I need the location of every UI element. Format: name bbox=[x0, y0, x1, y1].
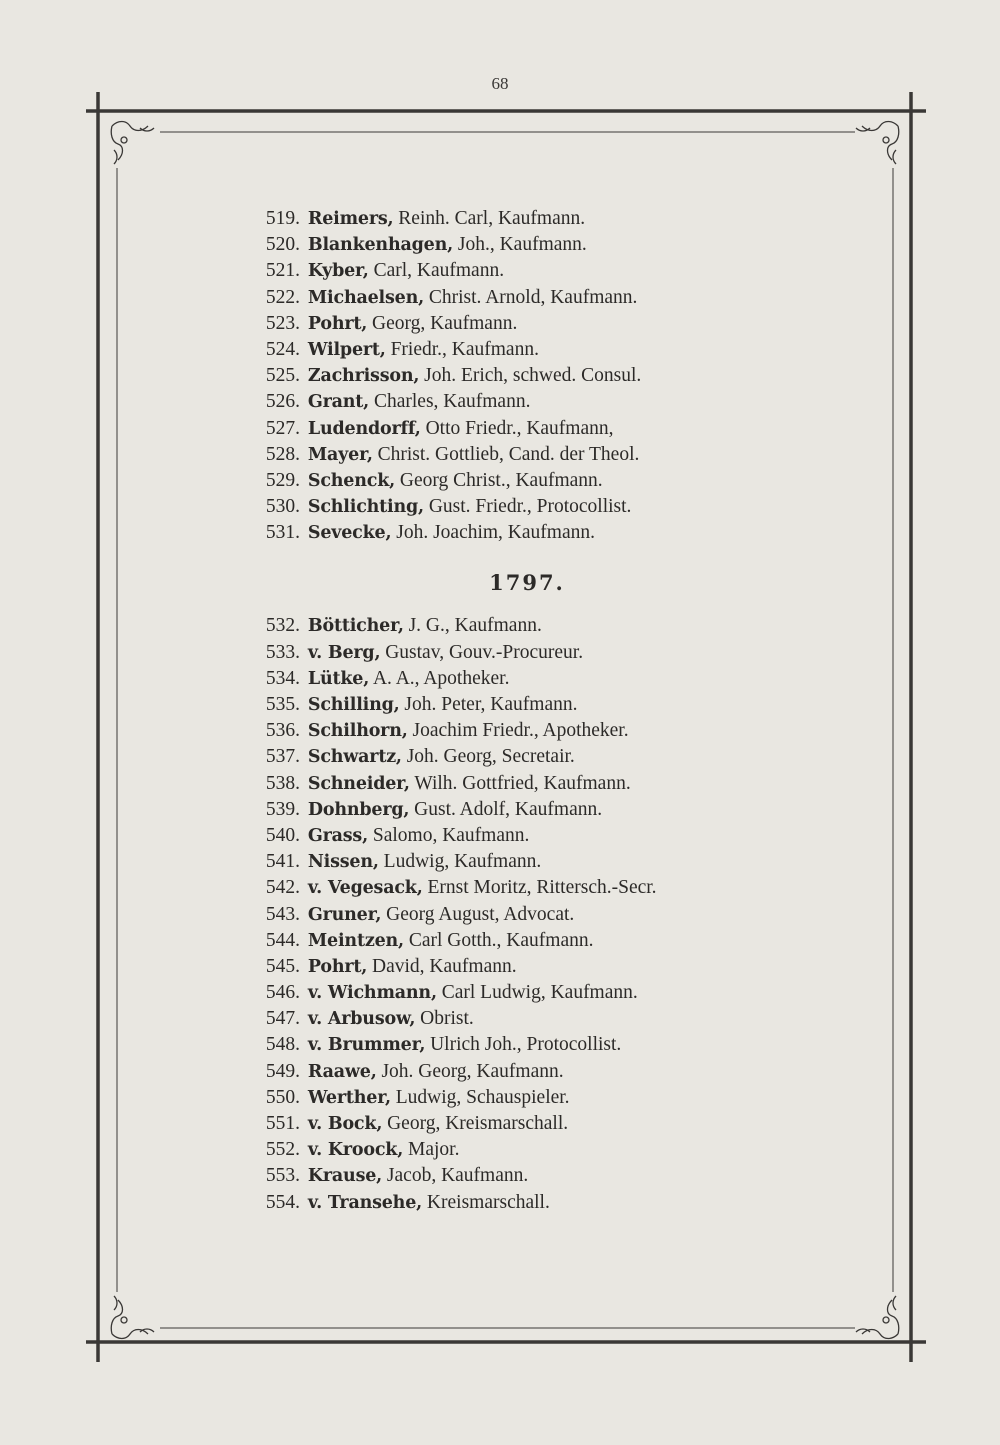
entry-name: Meintzen, bbox=[307, 930, 404, 951]
entry-name: v. Arbusow, bbox=[307, 1009, 416, 1030]
list-item bbox=[232, 954, 792, 980]
entry-number: 529. bbox=[265, 469, 300, 491]
entry-number: 538. bbox=[265, 772, 300, 794]
list-item bbox=[232, 337, 792, 363]
entry-details: Joh. Georg, Secretair. bbox=[406, 746, 575, 768]
entry-number: 526. bbox=[265, 391, 300, 413]
list-item bbox=[232, 206, 792, 232]
list-item bbox=[232, 928, 792, 954]
list-item bbox=[232, 823, 792, 849]
entry-name: Schilhorn, bbox=[307, 721, 408, 742]
entry-details: Georg, Kreismarschall. bbox=[387, 1113, 569, 1134]
entry-number: 525. bbox=[265, 365, 300, 387]
list-item bbox=[232, 311, 792, 337]
entry-details: Friedr., Kaufmann. bbox=[390, 338, 539, 360]
entry-details: Kreismarschall. bbox=[426, 1191, 550, 1213]
entry-number: 537. bbox=[265, 746, 300, 768]
list-item bbox=[232, 389, 792, 415]
list-item bbox=[232, 258, 792, 284]
entry-number: 534. bbox=[265, 667, 300, 689]
entry-name: Schlichting, bbox=[307, 497, 424, 518]
entry-details: Wilh. Gottfried, Kaufmann. bbox=[414, 772, 631, 794]
entry-number: 521. bbox=[265, 260, 300, 282]
entry-name: Pohrt, bbox=[307, 313, 368, 334]
entry-number: 528. bbox=[265, 443, 300, 465]
list-item bbox=[232, 1059, 792, 1085]
entry-number: 548. bbox=[265, 1034, 300, 1056]
entry-details: Obrist. bbox=[420, 1008, 474, 1030]
entry-name: Raawe, bbox=[307, 1061, 377, 1082]
entry-name: v. Berg, bbox=[307, 642, 381, 663]
entry-name: Bötticher, bbox=[307, 616, 404, 637]
entry-details: Charles, Kaufmann. bbox=[373, 391, 531, 413]
entry-details: Jacob, Kaufmann. bbox=[386, 1165, 529, 1187]
entry-details: Reinh. Carl, Kaufmann. bbox=[398, 208, 586, 229]
entry-name: Grant, bbox=[307, 392, 370, 413]
entry-number: 542. bbox=[265, 877, 300, 899]
entry-number: 527. bbox=[265, 417, 300, 439]
list-item bbox=[232, 692, 792, 718]
entry-name: Gruner, bbox=[307, 904, 382, 925]
entry-details: Ernst Moritz, Rittersch.-Secr. bbox=[427, 877, 657, 899]
entry-name: Kyber, bbox=[307, 261, 369, 282]
entry-details: David, Kaufmann. bbox=[372, 955, 517, 977]
list-item bbox=[232, 494, 792, 520]
list-item bbox=[232, 797, 792, 823]
section-1 bbox=[232, 206, 792, 546]
entry-number: 540. bbox=[265, 824, 300, 846]
entry-details: Joh. Peter, Kaufmann. bbox=[404, 694, 578, 715]
entry-name: Zachrisson, bbox=[307, 366, 420, 387]
entry-name: Schwartz, bbox=[307, 747, 402, 768]
entry-number: 533. bbox=[265, 641, 300, 663]
list-item bbox=[232, 232, 792, 258]
entry-number: 522. bbox=[265, 286, 300, 308]
entry-details: Salomo, Kaufmann. bbox=[372, 824, 530, 846]
entry-number: 550. bbox=[265, 1086, 300, 1108]
entry-name: Nissen, bbox=[307, 852, 379, 873]
list-item bbox=[232, 468, 792, 494]
list-item bbox=[232, 849, 792, 875]
entry-details: Ludwig, Schauspieler. bbox=[395, 1086, 570, 1108]
list-item bbox=[232, 1190, 792, 1216]
corner-ornament-bottom-left bbox=[111, 1296, 154, 1339]
entry-name: Grass, bbox=[307, 825, 368, 846]
entry-details: Gust. Adolf, Kaufmann. bbox=[414, 798, 603, 820]
entry-name: Schenck, bbox=[307, 470, 396, 491]
list-item bbox=[232, 666, 792, 692]
list-item bbox=[232, 640, 792, 666]
entry-name: Krause, bbox=[307, 1166, 383, 1187]
entry-details: Joh., Kaufmann. bbox=[457, 234, 587, 256]
list-item bbox=[232, 613, 792, 639]
entry-details: Ulrich Joh., Protocollist. bbox=[430, 1034, 622, 1056]
entry-number: 535. bbox=[265, 694, 300, 715]
list-item bbox=[232, 718, 792, 744]
entry-name: Michaelsen, bbox=[307, 287, 424, 308]
list-item bbox=[232, 442, 792, 468]
entry-number: 552. bbox=[265, 1139, 300, 1161]
entry-name: v. Wichmann, bbox=[307, 983, 437, 1004]
entry-name: Reimers, bbox=[307, 209, 394, 229]
entry-details: Carl, Kaufmann. bbox=[373, 260, 505, 282]
entry-details: Georg August, Advocat. bbox=[386, 903, 575, 925]
entry-number: 520. bbox=[265, 234, 300, 256]
corner-ornament-top-left bbox=[111, 122, 154, 165]
list-item bbox=[232, 744, 792, 770]
entry-details: Gustav, Gouv.-Procureur. bbox=[385, 641, 584, 663]
entry-number: 546. bbox=[265, 982, 300, 1004]
page-number: 68 bbox=[491, 74, 509, 93]
year-heading: 1797. bbox=[489, 570, 565, 596]
entry-details: Christ. Arnold, Kaufmann. bbox=[428, 286, 638, 308]
entry-number: 544. bbox=[265, 929, 300, 951]
list-item bbox=[232, 1111, 792, 1137]
section-2 bbox=[232, 613, 792, 1215]
entry-number: 532. bbox=[265, 615, 300, 637]
list-item bbox=[232, 1032, 792, 1058]
list-item bbox=[232, 520, 792, 546]
entry-details: Joachim Friedr., Apotheker. bbox=[412, 720, 629, 742]
entry-number: 549. bbox=[265, 1060, 300, 1082]
entry-name: Werther, bbox=[307, 1087, 391, 1108]
entry-name: Ludendorff, bbox=[307, 418, 421, 439]
entry-number: 543. bbox=[265, 903, 300, 925]
list-item bbox=[232, 875, 792, 901]
entry-number: 530. bbox=[265, 496, 300, 518]
entry-name: Schneider, bbox=[307, 773, 410, 794]
entry-name: v. Bock, bbox=[307, 1114, 383, 1134]
entry-details: Joh. Georg, Kaufmann. bbox=[381, 1060, 564, 1082]
list-item bbox=[232, 1163, 792, 1189]
entry-details: Otto Friedr., Kaufmann, bbox=[425, 417, 614, 439]
entry-details: J. G., Kaufmann. bbox=[408, 615, 542, 637]
corner-ornament-bottom-right bbox=[856, 1296, 899, 1339]
entry-number: 554. bbox=[265, 1191, 300, 1213]
entry-details: Major. bbox=[408, 1139, 460, 1161]
entry-details: Gust. Friedr., Protocollist. bbox=[428, 496, 632, 518]
list-item bbox=[232, 980, 792, 1006]
list-item bbox=[232, 285, 792, 311]
entry-name: Schilling, bbox=[307, 695, 400, 715]
entry-name: Sevecke, bbox=[307, 523, 392, 544]
entry-details: Ludwig, Kaufmann. bbox=[383, 851, 542, 873]
entry-name: v. Kroock, bbox=[307, 1140, 404, 1161]
entry-number: 531. bbox=[265, 522, 300, 544]
entry-number: 553. bbox=[265, 1165, 300, 1187]
entry-details: Carl Gotth., Kaufmann. bbox=[408, 929, 594, 951]
entry-number: 519. bbox=[265, 208, 300, 229]
list-item bbox=[232, 1137, 792, 1163]
entry-number: 547. bbox=[265, 1008, 300, 1030]
corner-ornament-top-right bbox=[856, 122, 899, 165]
entry-name: Blankenhagen, bbox=[307, 235, 454, 256]
entry-details: Christ. Gottlieb, Cand. der Theol. bbox=[377, 443, 640, 465]
list-item bbox=[232, 1085, 792, 1111]
entry-number: 541. bbox=[265, 851, 300, 873]
entry-number: 551. bbox=[265, 1113, 300, 1134]
entry-name: Pohrt, bbox=[307, 956, 368, 977]
member-list bbox=[232, 206, 792, 1216]
entry-number: 545. bbox=[265, 955, 300, 977]
entry-name: v. Brummer, bbox=[307, 1035, 426, 1056]
list-item bbox=[232, 416, 792, 442]
list-item bbox=[232, 902, 792, 928]
entry-name: Wilpert, bbox=[307, 339, 386, 360]
entry-details: Georg, Kaufmann. bbox=[372, 312, 518, 334]
entry-number: 536. bbox=[265, 720, 300, 742]
entry-details: Joh. Joachim, Kaufmann. bbox=[396, 522, 595, 544]
list-item bbox=[232, 771, 792, 797]
entry-name: v. Transehe, bbox=[307, 1192, 423, 1213]
entry-details: Carl Ludwig, Kaufmann. bbox=[441, 982, 638, 1004]
entry-number: 523. bbox=[265, 312, 300, 334]
entry-number: 524. bbox=[265, 338, 300, 360]
list-item bbox=[232, 1006, 792, 1032]
entry-details: Joh. Erich, schwed. Consul. bbox=[424, 365, 642, 387]
entry-details: A. A., Apotheker. bbox=[372, 667, 510, 689]
entry-name: Mayer, bbox=[307, 444, 373, 465]
list-item bbox=[232, 363, 792, 389]
entry-name: Dohnberg, bbox=[307, 799, 410, 820]
entry-name: Lütke, bbox=[307, 668, 370, 689]
entry-name: v. Vegesack, bbox=[307, 878, 423, 899]
entry-details: Georg Christ., Kaufmann. bbox=[399, 469, 603, 491]
entry-number: 539. bbox=[265, 798, 300, 820]
